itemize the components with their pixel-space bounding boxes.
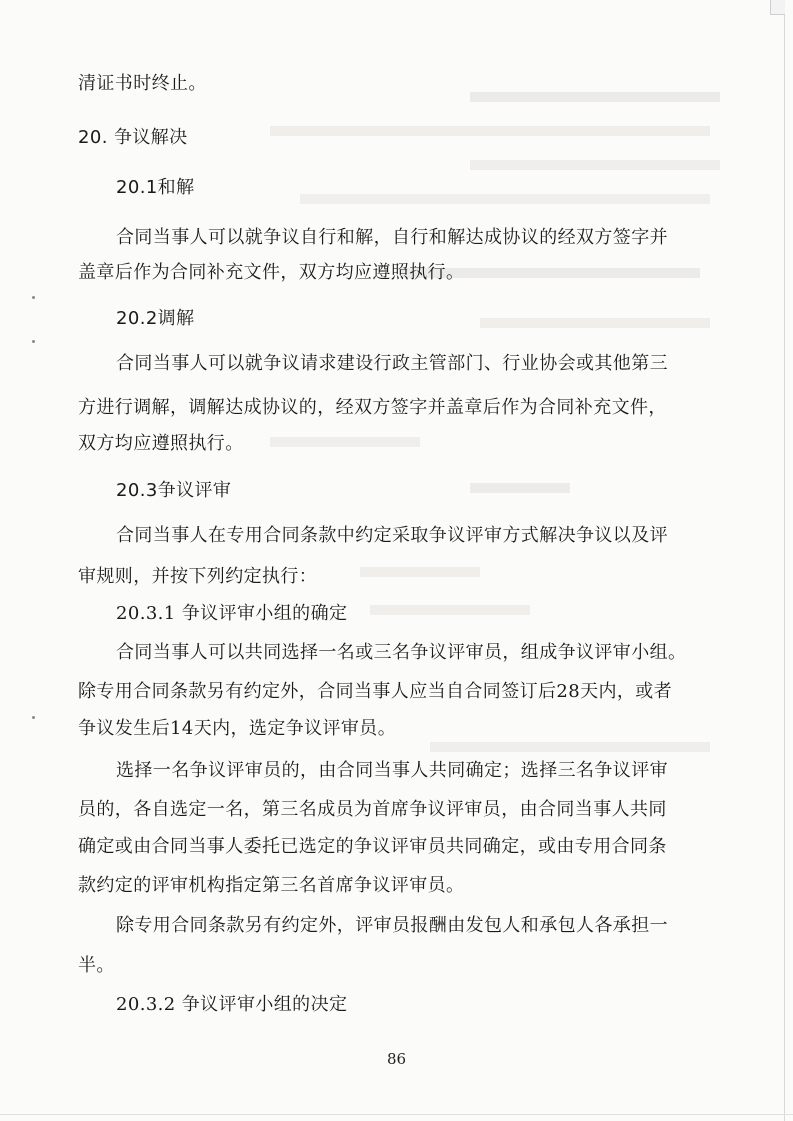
paragraph-line: 合同当事人可以就争议自行和解，自行和解达成协议的经双方签字并	[116, 227, 668, 248]
paragraph-line: 双方均应遵照执行。	[78, 433, 244, 454]
bleed-through-shadow	[360, 567, 480, 577]
bleed-through-shadow	[370, 605, 530, 615]
bleed-through-shadow	[470, 92, 720, 102]
paragraph-line: 选择一名争议评审员的，由合同当事人共同确定；选择三名争议评审	[116, 760, 668, 781]
clause-heading: 20.3.2 争议评审小组的决定	[116, 994, 348, 1015]
bleed-through-shadow	[270, 126, 710, 136]
bleed-through-shadow	[430, 742, 710, 752]
bleed-through-shadow	[470, 160, 720, 170]
bleed-through-shadow	[270, 437, 420, 447]
paragraph-line: 审规则，并按下列约定执行：	[78, 566, 318, 587]
paragraph-line: 半。	[78, 955, 115, 976]
subsection-heading: 20.2调解	[116, 308, 195, 329]
section-heading: 20. 争议解决	[78, 127, 188, 148]
paragraph-line: 合同当事人在专用合同条款中约定采取争议评审方式解决争议以及评	[116, 525, 668, 546]
paragraph-line: 确定或由合同当事人委托已选定的争议评审员共同确定，或由专用合同条	[78, 836, 667, 857]
bleed-through-shadow	[470, 483, 570, 493]
bleed-through-shadow	[300, 194, 710, 204]
paragraph-line: 员的，各自选定一名，第三名成员为首席争议评审员，由合同当事人共同	[78, 799, 667, 820]
subsection-heading: 20.3争议评审	[116, 480, 232, 501]
page-edge-right	[784, 0, 785, 1121]
page-edge-bottom	[0, 1114, 793, 1115]
bleed-through-shadow	[480, 318, 710, 328]
scan-speck	[32, 716, 35, 719]
paragraph-line: 除专用合同条款另有约定外，评审员报酬由发包人和承包人各承担一	[116, 915, 668, 936]
text-line: 清证书时终止。	[78, 73, 207, 94]
paragraph-line: 盖章后作为合同补充文件，双方均应遵照执行。	[78, 262, 465, 283]
page-corner	[770, 0, 785, 15]
paragraph-line: 争议发生后14天内，选定争议评审员。	[78, 718, 397, 739]
paragraph-line: 除专用合同条款另有约定外，合同当事人应当自合同签订后28天内，或者	[78, 681, 673, 702]
paragraph-line: 款约定的评审机构指定第三名首席争议评审员。	[78, 875, 465, 896]
paragraph-line: 合同当事人可以共同选择一名或三名争议评审员，组成争议评审小组。	[116, 642, 687, 663]
paragraph-line: 方进行调解，调解达成协议的，经双方签字并盖章后作为合同补充文件，	[78, 397, 667, 418]
paragraph-line: 合同当事人可以就争议请求建设行政主管部门、行业协会或其他第三	[116, 353, 668, 374]
scan-speck	[32, 296, 35, 299]
clause-heading: 20.3.1 争议评审小组的确定	[116, 603, 348, 624]
subsection-heading: 20.1和解	[116, 177, 195, 198]
page-number: 86	[386, 1050, 407, 1068]
scan-speck	[32, 340, 35, 343]
